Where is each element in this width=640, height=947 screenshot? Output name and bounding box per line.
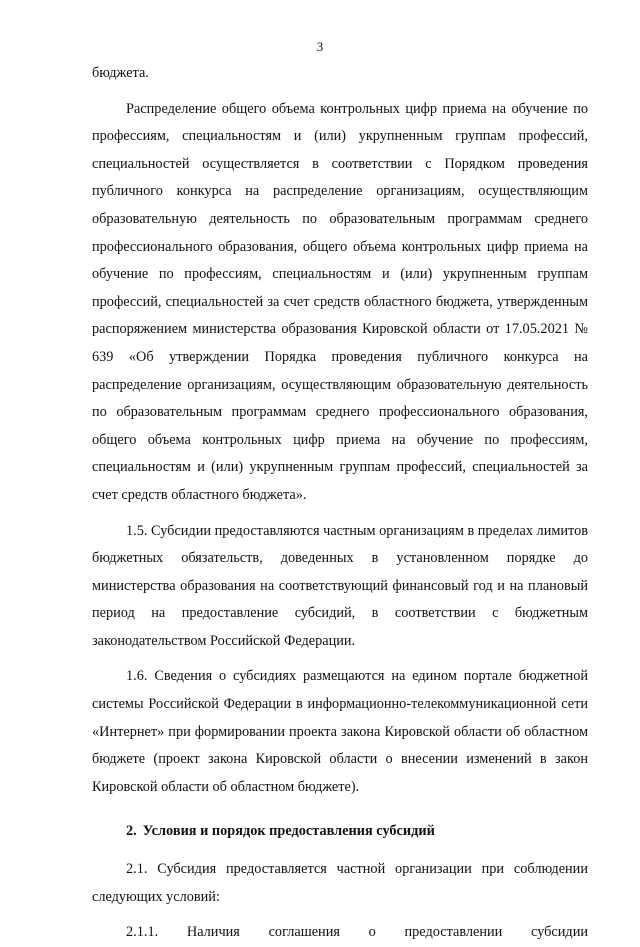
paragraph-1-5: 1.5. Субсидии предоставляются частным организациям в пределах лимитов бюджетных обязательств, доведенных в установленном порядке до министерства образования на соответствующий финансовый год и на плановый период на предоставление субсидий, в соответствии с бюджетным законодательством Российской Федерации. — [92, 522, 588, 649]
paragraph-2-1-1: 2.1.1. Наличия соглашения о предоставлении субсидии — [126, 924, 588, 941]
paragraph-continuation: бюджета. — [92, 65, 149, 81]
paragraph-distribution: Распределение общего объема контрольных цифр приема на обучение по профессиям, специальностям и (или) укрупненным группам профессий, специальностей осуществляется в соответствии с Порядком проведения публичного конкурса на распределение организациям, осуществляющим образовательную деятельность по образовательным программам среднего профессионального образования, общего объема контрольных цифр приема на обучение по профессиям, специальностям и (или) укрупненным группам профессий, специальностей за счет средств областного бюджета, утвержденным распоряжением министерства образования Кировской области от 17.05.2021 № 639 «Об утверждении Порядка проведения публичного конкурса на распределение организациям, осуществляющим образовательную деятельность по образовательным программам среднего профессионального образования, общего объема контрольных цифр приема на обучение по профессиям, специальностям и (или) укрупненным группам профессий, специальностей за счет средств областного бюджета». — [92, 100, 588, 503]
paragraph-1-6: 1.6. Сведения о субсидиях размещаются на едином портале бюджетной системы Российской Федерации в информационно-телекоммуникационной сети «Интернет» при формировании проекта закона Кировской области об областном бюджете (проект закона Кировской области о внесении изменений в закон Кировской области об областном бюджете). — [92, 668, 588, 795]
section-heading-number: 2. — [126, 823, 137, 840]
paragraph-2-1: 2.1. Субсидия предоставляется частной организации при соблюдении следующих условий: — [92, 861, 588, 905]
document-body — [92, 60, 588, 947]
page-number: 3 — [316, 39, 324, 54]
section-heading — [92, 818, 588, 846]
section-heading-text: Условия и порядок предоставления субсидий — [142, 823, 435, 840]
